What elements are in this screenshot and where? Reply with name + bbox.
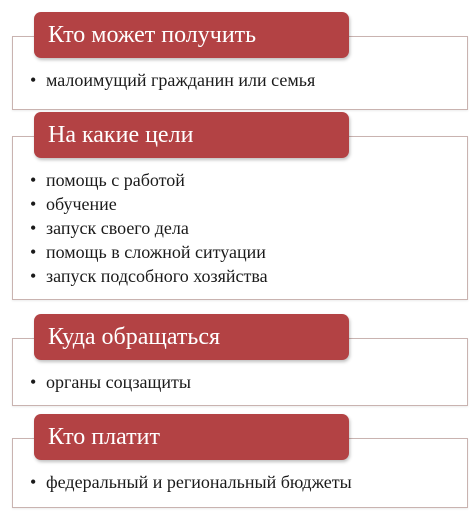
section-header-who-can-receive: Кто может получить: [34, 12, 349, 58]
section-list-who-pays: [30, 470, 352, 494]
list-item: • помощь в сложной ситуации: [30, 242, 266, 262]
section-list-who-can-receive: [30, 68, 315, 92]
bullet-icon: •: [30, 266, 37, 286]
bullet-icon: •: [30, 194, 37, 214]
bullet-icon: •: [30, 472, 37, 492]
bullet-icon: •: [30, 170, 37, 190]
list-item: • запуск своего дела: [30, 218, 189, 238]
section-list-purposes: [30, 168, 268, 288]
list-item: • малоимущий гражданин или семья: [30, 70, 316, 90]
list-item: • обучение: [30, 194, 117, 214]
list-item: • запуск подсобного хозяйства: [30, 266, 268, 286]
section-header-who-pays: Кто платит: [34, 414, 349, 460]
bullet-icon: •: [30, 242, 37, 262]
bullet-icon: •: [30, 372, 37, 392]
bullet-icon: •: [30, 218, 37, 238]
section-list-where-to-apply: [30, 370, 191, 394]
section-header-where-to-apply: Куда обращаться: [34, 314, 349, 360]
bullet-icon: •: [30, 70, 37, 90]
section-header-purposes: На какие цели: [34, 112, 349, 158]
list-item: • органы соцзащиты: [30, 372, 191, 392]
list-item: • федеральный и региональный бюджеты: [30, 472, 352, 492]
list-item: • помощь с работой: [30, 170, 185, 190]
